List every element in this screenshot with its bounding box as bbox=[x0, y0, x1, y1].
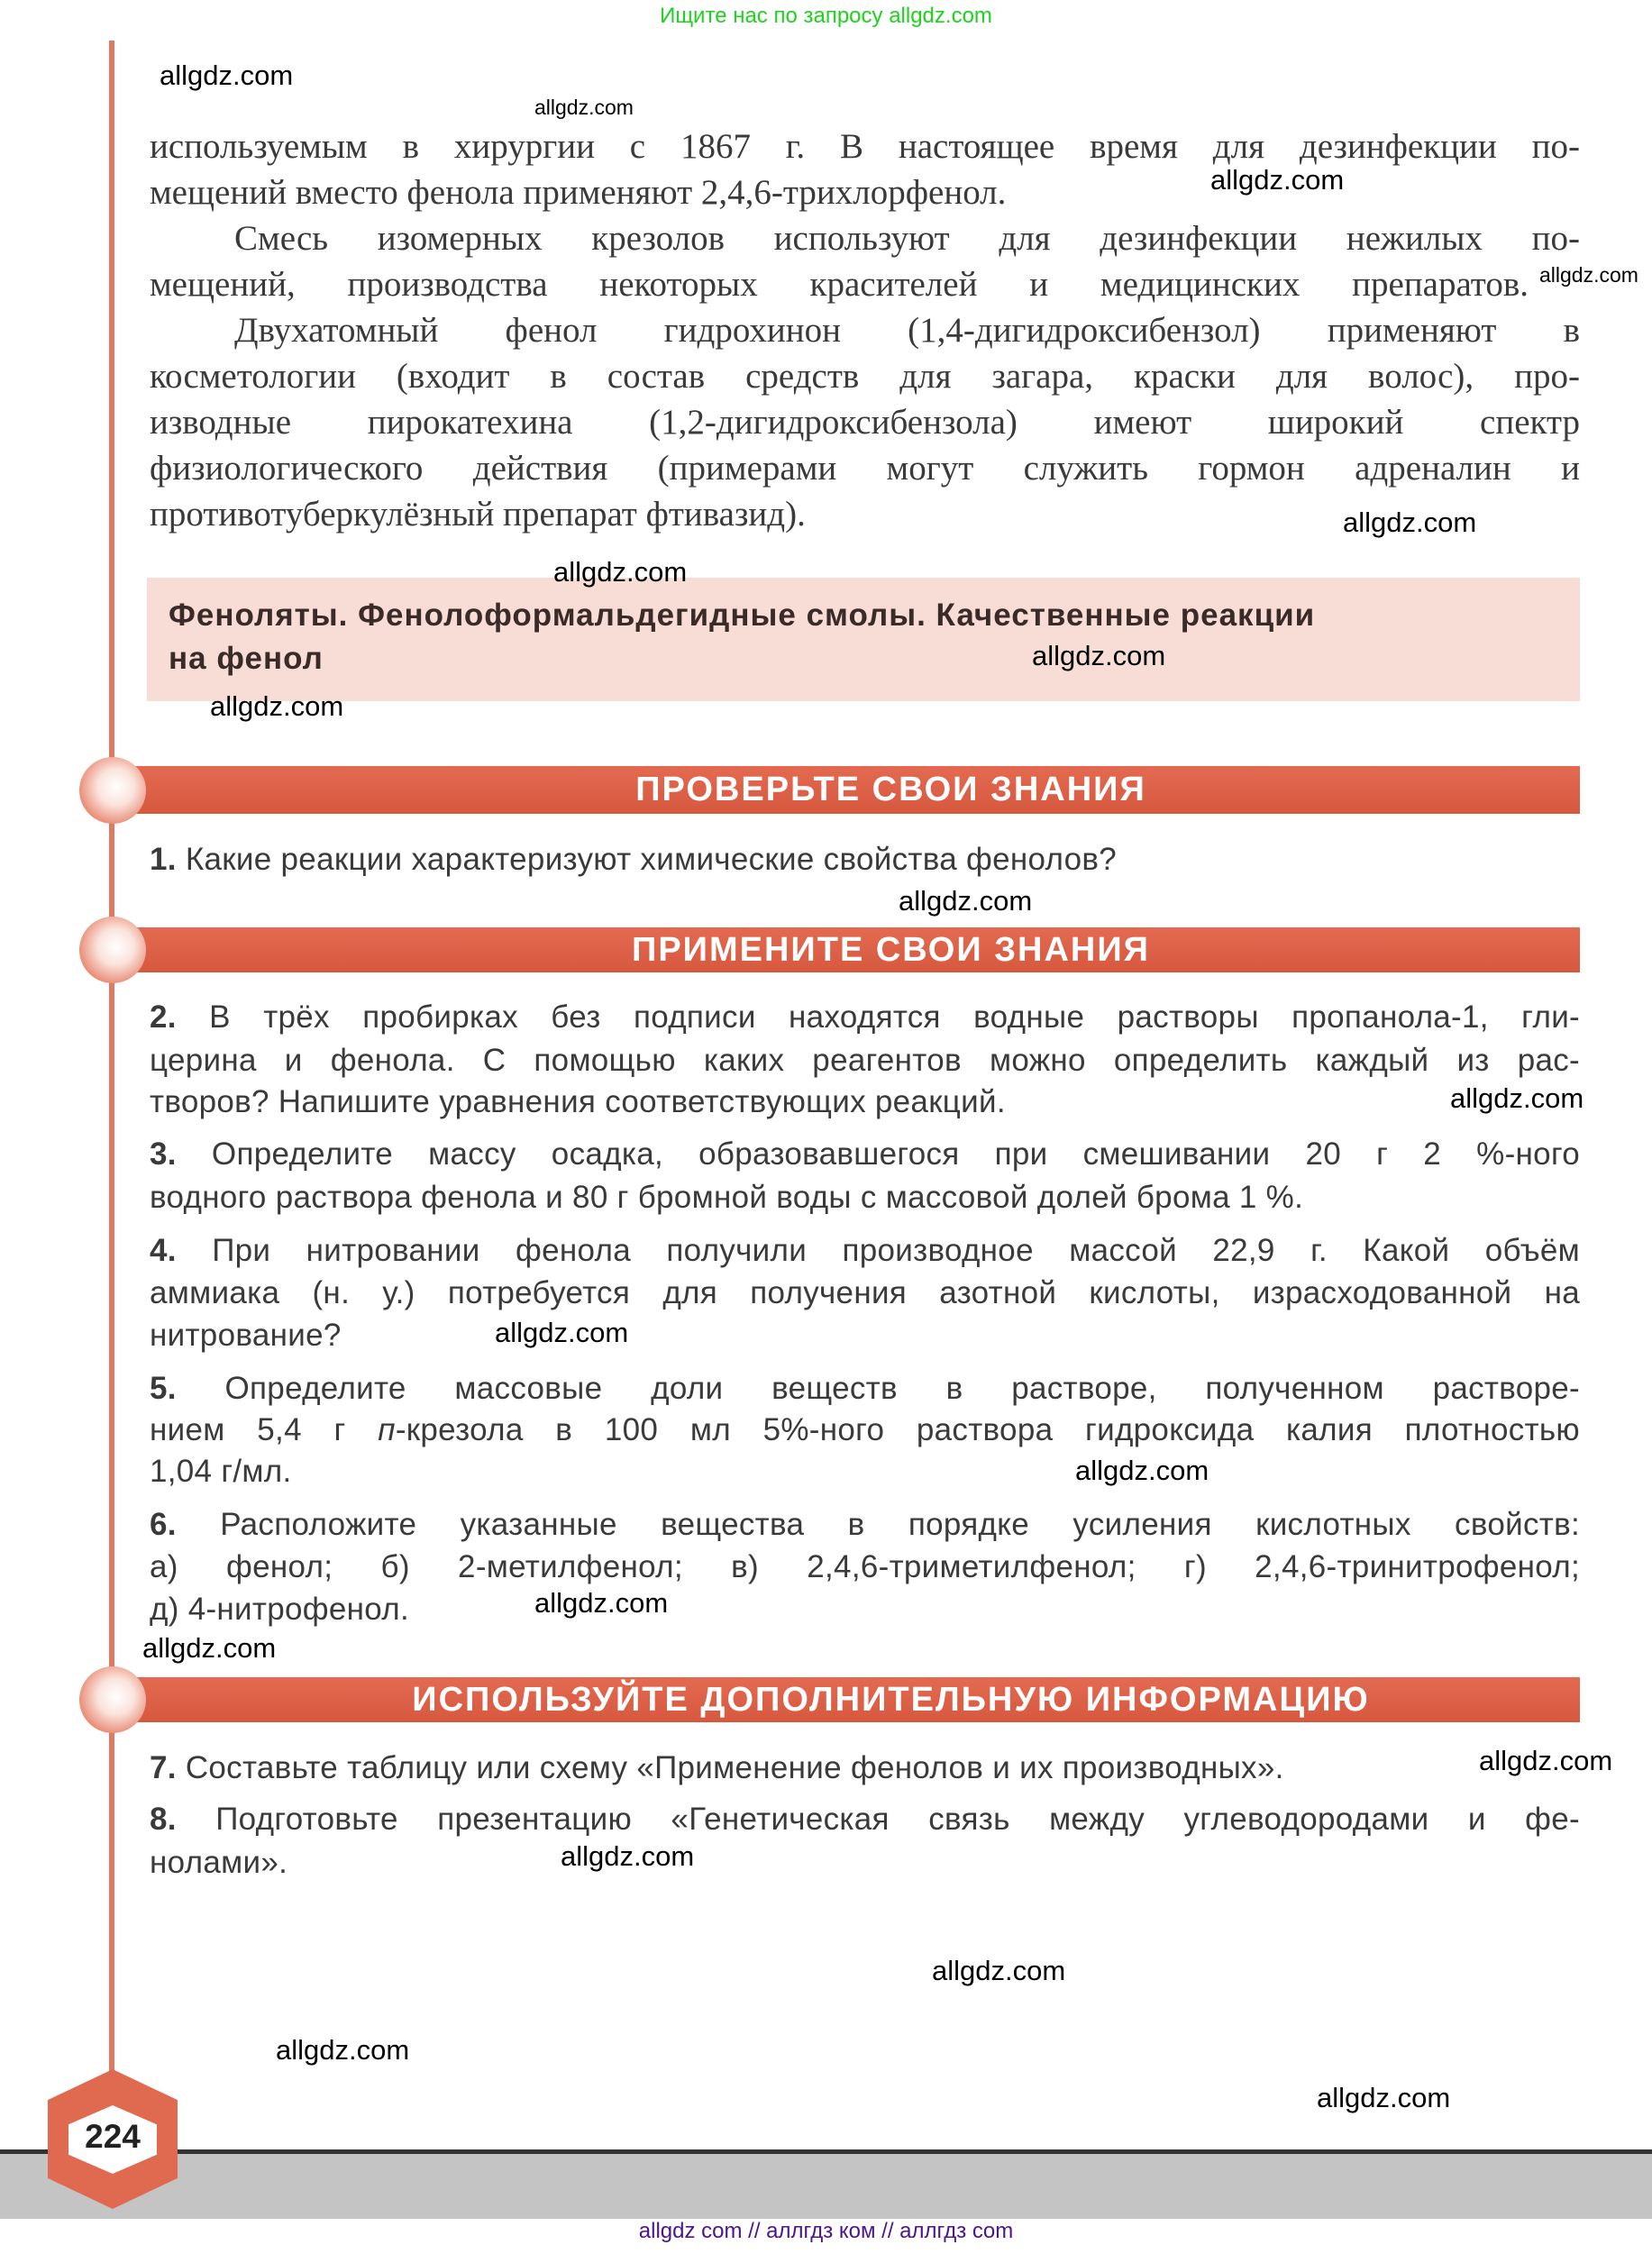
question-number: 4. bbox=[150, 1233, 177, 1268]
text-line: Двухатомный фенол гидрохинон (1,4-дигидроксибензол) применяют в bbox=[234, 311, 1580, 350]
question-text: Определите массовые доли веществ в растворе, полученном растворе- bbox=[224, 1371, 1581, 1406]
question-text: Определите массу осадка, образовавшегося при смешивании 20 г 2 %-ного bbox=[211, 1136, 1581, 1172]
question-number: 3. bbox=[150, 1136, 177, 1172]
section-title: ПРИМЕНИТЕ СВОИ ЗНАНИЯ bbox=[632, 930, 1150, 969]
watermark: allgdz.com bbox=[210, 690, 344, 722]
watermark: allgdz.com bbox=[1032, 640, 1166, 671]
watermark: allgdz.com bbox=[534, 1587, 669, 1619]
bullet-ball-icon bbox=[79, 757, 146, 824]
watermark: allgdz.com bbox=[1539, 263, 1638, 287]
question-text: Расположите указанные вещества в порядке усиления кислотных свойств: bbox=[220, 1507, 1581, 1542]
question-number: 6. bbox=[150, 1507, 177, 1542]
watermark: allgdz.com bbox=[1479, 1745, 1613, 1776]
watermark: allgdz.com bbox=[276, 2034, 410, 2066]
top-banner: Ищите нас по запросу allgdz.com bbox=[660, 4, 992, 28]
text-line: косметологии (входит в состав средств для загара, краски для волос), про- bbox=[150, 357, 1580, 396]
question-text: водного раствора фенола и 80 г бромной воды с массовой долей брома 1 %. bbox=[150, 1180, 1304, 1215]
watermark: allgdz.com bbox=[1450, 1082, 1584, 1114]
watermark: allgdz.com bbox=[160, 59, 294, 91]
question-7 bbox=[150, 1748, 1580, 1789]
question-text: Какие реакции характеризуют химические свойства фенолов? bbox=[185, 842, 1118, 877]
question-text: д) 4-нитрофенол. bbox=[150, 1592, 409, 1627]
text-line: изводные пирокатехина (1,2-дигидроксибензола) имеют широкий спектр bbox=[150, 403, 1580, 442]
question-number: 1. bbox=[150, 842, 177, 877]
text-line: Смесь изомерных крезолов используют для дезинфекции нежилых по- bbox=[234, 219, 1580, 258]
page-bottom-edge bbox=[0, 2149, 1652, 2219]
watermark: allgdz.com bbox=[534, 96, 634, 119]
question-text: Составьте таблицу или схему «Применение фенолов и их производных». bbox=[185, 1750, 1284, 1785]
text-line: мещений вместо фенола применяют 2,4,6-трихлорфенол. bbox=[150, 173, 1007, 212]
section-title: ПРОВЕРЬТЕ СВОИ ЗНАНИЯ bbox=[635, 771, 1146, 808]
watermark: allgdz.com bbox=[899, 885, 1033, 917]
question-text: 1,04 г/мл. bbox=[150, 1454, 292, 1489]
question-text bbox=[150, 1410, 1580, 1451]
watermark: allgdz.com bbox=[142, 1632, 277, 1664]
watermark: allgdz.com bbox=[932, 1955, 1066, 1986]
watermark: allgdz.com bbox=[561, 1840, 695, 1872]
question-text: нитрование? bbox=[150, 1318, 342, 1353]
section-header-apply-knowledge bbox=[130, 927, 1580, 972]
text-part: -крезола в 100 мл 5%-ного раствора гидроксида калия плотностью bbox=[395, 1412, 1580, 1447]
topic-title-line: на фенол bbox=[169, 641, 324, 676]
question-text: нолами». bbox=[150, 1845, 288, 1880]
watermark: allgdz.com bbox=[495, 1317, 629, 1348]
question-1 bbox=[150, 839, 1580, 881]
question-number: 5. bbox=[150, 1371, 177, 1406]
margin-rule bbox=[109, 41, 114, 2104]
question-text: а) фенол; б) 2-метилфенол; в) 2,4,6-триметилфенол; г) 2,4,6-тринитрофенол; bbox=[150, 1549, 1580, 1584]
text-part: нием 5,4 г bbox=[150, 1412, 379, 1447]
watermark: allgdz.com bbox=[1317, 2082, 1451, 2113]
question-text: творов? Напишите уравнения соответствующих реакций. bbox=[150, 1084, 1006, 1119]
question-number: 2. bbox=[150, 999, 177, 1035]
question-number: 7. bbox=[150, 1750, 177, 1785]
section-header-additional-info bbox=[130, 1677, 1580, 1722]
watermark: allgdz.com bbox=[1075, 1455, 1209, 1486]
page-number: 224 bbox=[85, 2118, 141, 2155]
question-number: 8. bbox=[150, 1802, 177, 1837]
question-text: При нитровании фенола получили производное массой 22,9 г. Какой объём bbox=[212, 1233, 1580, 1268]
bottom-banner: allgdz com // аллгдз ком // аллгдз com bbox=[638, 2219, 1014, 2243]
bullet-ball-icon bbox=[79, 1666, 146, 1733]
section-header-check-knowledge bbox=[130, 766, 1580, 814]
question-text: В трёх пробирках без подписи находятся водные растворы пропанола-1, гли- bbox=[209, 999, 1580, 1035]
italic-text-part: п bbox=[378, 1412, 396, 1447]
watermark: allgdz.com bbox=[553, 556, 688, 588]
text-line: противотуберкулёзный препарат фтивазид). bbox=[150, 495, 806, 534]
question-text: Подготовьте презентацию «Генетическая связь между углеводородами и фе- bbox=[215, 1802, 1580, 1837]
text-line: мещений, производства некоторых красителей и медицинских препаратов. bbox=[150, 265, 1529, 304]
question-text: церина и фенола. С помощью каких реагентов можно определить каждый из рас- bbox=[150, 1043, 1580, 1078]
watermark: allgdz.com bbox=[1343, 506, 1477, 538]
topic-title-line: Феноляты. Фенолоформальдегидные смолы. Качественные реакции bbox=[169, 598, 1316, 633]
bullet-ball-icon bbox=[79, 917, 146, 983]
section-title: ИСПОЛЬЗУЙТЕ ДОПОЛНИТЕЛЬНУЮ ИНФОРМАЦИЮ bbox=[412, 1680, 1370, 1719]
question-text: аммиака (н. у.) потребуется для получения азотной кислоты, израсходованной на bbox=[150, 1275, 1580, 1310]
text-line: используемым в хирургии с 1867 г. В настоящее время для дезинфекции по- bbox=[150, 127, 1580, 166]
text-line: физиологического действия (примерами могут служить гормон адреналин и bbox=[150, 449, 1580, 488]
watermark: allgdz.com bbox=[1210, 164, 1345, 196]
